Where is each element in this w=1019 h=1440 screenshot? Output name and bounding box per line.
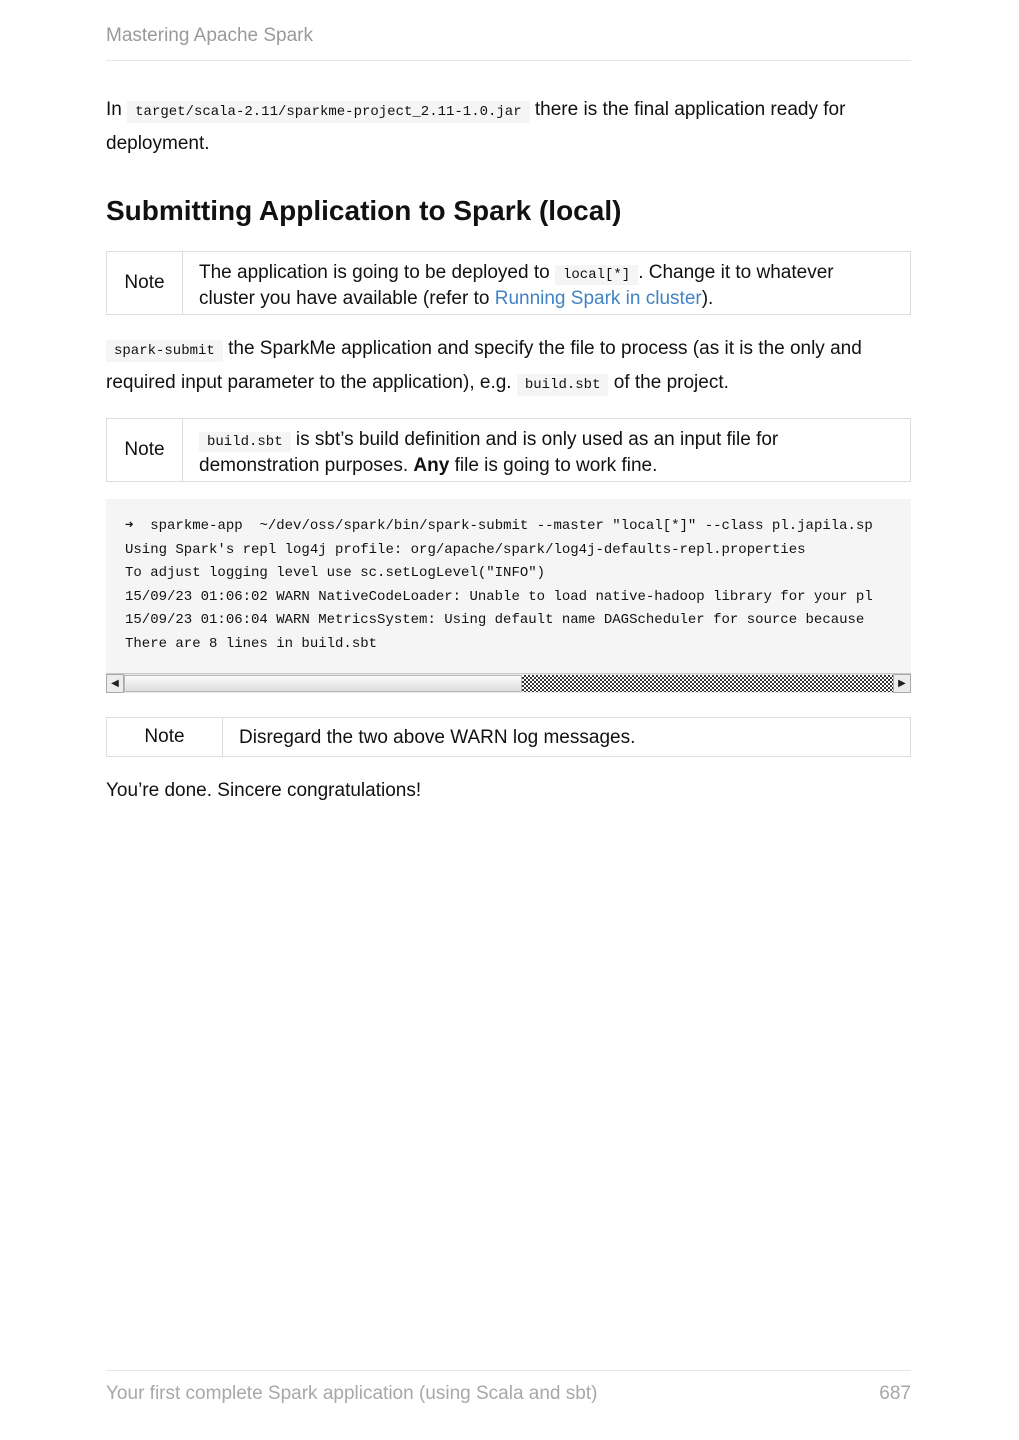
paragraph-text: there is the final application ready for deployment.	[106, 99, 846, 154]
scroll-left-icon[interactable]: ◀	[106, 674, 124, 693]
console-output-block	[106, 499, 911, 693]
console-line: ➜ sparkme-app ~/dev/oss/spark/bin/spark-submit --master "local[*]" --class pl.japila.sp	[125, 518, 873, 534]
scrollbar-track[interactable]	[522, 675, 893, 692]
note-text: ).	[701, 288, 714, 309]
note-body	[183, 252, 910, 314]
paragraph-conclusion: You’re done. Sincere congratulations!	[106, 780, 422, 801]
console-line: Using Spark's repl log4j profile: org/apache/spark/log4j-defaults-repl.properties	[125, 541, 806, 558]
note-admonition	[106, 251, 911, 315]
page-number: 687	[879, 1383, 911, 1404]
page-header	[106, 24, 911, 61]
horizontal-scrollbar[interactable]	[106, 673, 911, 693]
note-admonition	[106, 418, 911, 482]
inline-code-master: local[*]	[555, 265, 638, 285]
note-label: Note	[107, 718, 223, 756]
note-bold-text: Any	[413, 455, 450, 476]
paragraph-text: the SparkMe application and specify the file to process (as it is the only and required input parameter to the application), e.g.	[106, 338, 862, 393]
inline-code-jar-path: target/scala-2.11/sparkme-project_2.11-1.0.jar	[127, 101, 529, 123]
note-label: Note	[107, 252, 183, 314]
console-line: 15/09/23 01:06:02 WARN NativeCodeLoader: Unable to load native-hadoop library for your pl	[125, 588, 873, 605]
note-body	[183, 419, 910, 481]
book-title: Mastering Apache Spark	[106, 25, 314, 46]
page-content	[106, 94, 911, 806]
running-spark-in-cluster-link[interactable]: Running Spark in cluster	[494, 288, 702, 309]
console-output	[106, 499, 911, 656]
scrollbar-thumb[interactable]	[124, 675, 522, 692]
paragraph-jar-location	[106, 94, 911, 159]
note-label: Note	[107, 419, 183, 481]
scroll-right-icon[interactable]: ▶	[893, 674, 911, 693]
paragraph-text: of the project.	[613, 372, 729, 393]
note-text: file is going to work fine.	[454, 455, 658, 476]
page-footer	[106, 1370, 911, 1405]
paragraph-text: In	[106, 99, 122, 120]
footer-chapter-title: Your first complete Spark application (using Scala and sbt)	[106, 1383, 598, 1404]
note-body: Disregard the two above WARN log messages.	[239, 726, 636, 748]
note-text: The application is going to be deployed to	[199, 262, 550, 283]
console-line: 15/09/23 01:06:04 WARN MetricsSystem: Using default name DAGScheduler for source because	[125, 612, 865, 628]
paragraph-spark-submit	[106, 333, 911, 401]
note-text: . Change it to whatever cluster you have available (refer to	[199, 262, 834, 309]
note-admonition	[106, 717, 911, 757]
console-line: To adjust logging level use sc.setLogLevel("INFO")	[125, 565, 546, 581]
note-text: is sbt’s build definition and is only used as an input file for demonstration purposes.	[199, 429, 779, 476]
inline-code-build-sbt: build.sbt	[199, 432, 291, 452]
console-line: There are 8 lines in build.sbt	[125, 635, 378, 652]
inline-code-spark-submit: spark-submit	[106, 340, 223, 362]
inline-code-build-sbt: build.sbt	[517, 374, 609, 396]
section-heading: Submitting Application to Spark (local)	[106, 195, 622, 226]
